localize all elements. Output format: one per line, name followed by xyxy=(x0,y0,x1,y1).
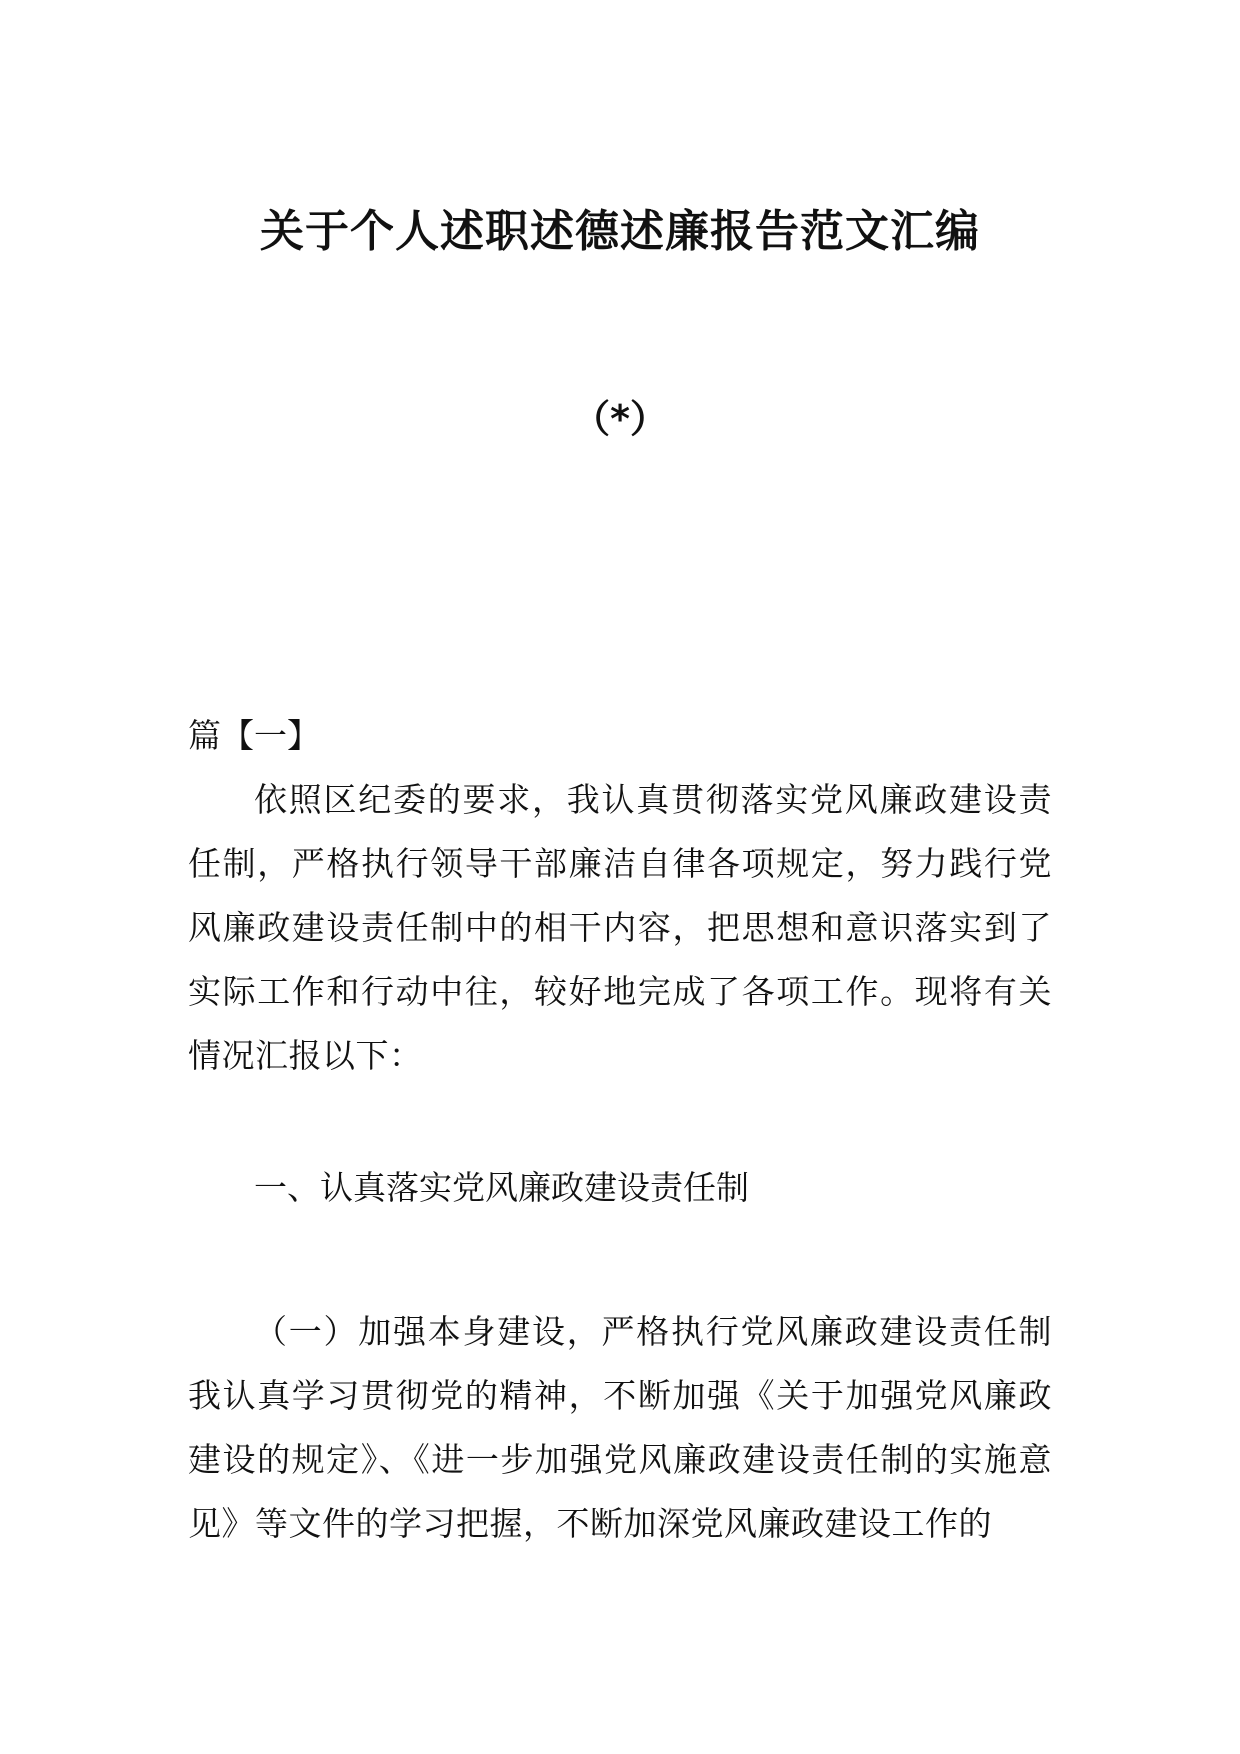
paragraph-2: （一）加强本身建设，严格执行党风廉政建设责任制我认真学习贯彻党的精神，不断加强《关于加强党风廉政建设的规定》、《进一步加强党风廉政建设责任制的实施意见》等文件的学习把握，不断加深党风廉政建设工作的 xyxy=(188,1312,1052,1543)
paragraph-1: 依照区纪委的要求，我认真贯彻落实党风廉政建设责任制，严格执行领导干部廉洁自律各项规定，努力践行党风廉政建设责任制中的相干内容，把思想和意识落实到了实际工作和行动中往，较好地完成了各项工作。现将有关情况汇报以下： xyxy=(188,780,1052,1075)
document-subtitle: （*） xyxy=(572,397,668,441)
chapter-label: 篇【一】 xyxy=(188,716,320,755)
document-title: 关于个人述职述德述廉报告范文汇编 xyxy=(260,206,980,257)
section-heading: 一、认真落实党风廉政建设责任制 xyxy=(254,1168,749,1207)
